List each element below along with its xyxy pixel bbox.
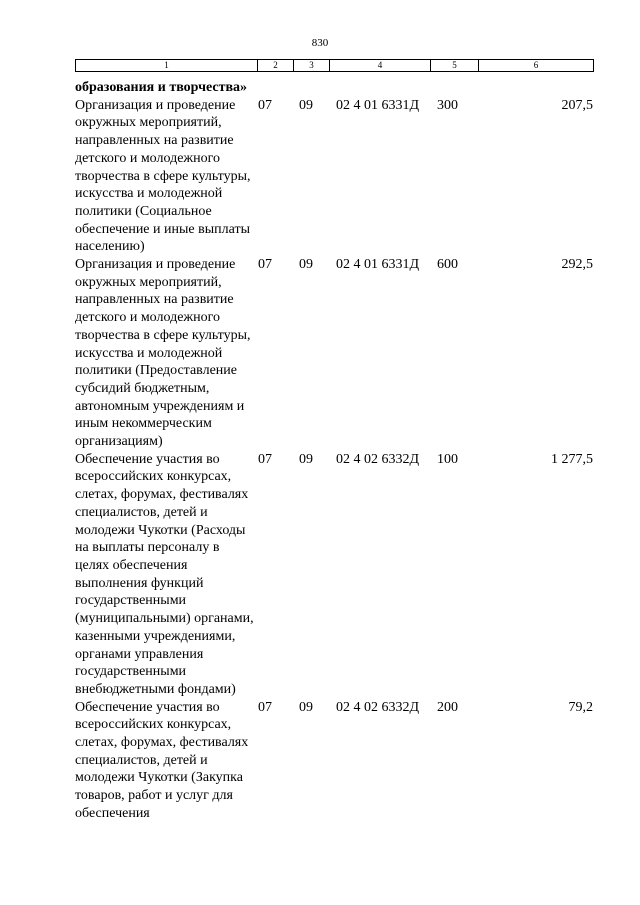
table-row [75, 699, 593, 823]
row-amount: 207,5 [561, 97, 593, 113]
row-subsection-code: 09 [299, 451, 313, 467]
row-section-code: 07 [258, 699, 272, 715]
row-section-code: 07 [258, 257, 272, 273]
row-target-article: 02 4 02 6332Д [336, 451, 420, 467]
row-target-article: 02 4 02 6332Д [336, 699, 420, 715]
row-name: Обеспечение участия во всероссийских конкурсах, слетах, форумах, фестивалях специалистов, детей и молодежи Чукотки (Расходы на выплаты персоналу в целях обеспечения выполнения функций государственными (муниципальными) органами, казенными учреждениями, органами управления государственными внебюджетными фондами) [75, 451, 254, 697]
column-header-4: 4 [330, 60, 431, 72]
row-amount: 79,2 [568, 699, 593, 715]
row-section-code: 07 [258, 451, 272, 467]
row-name: Организация и проведение окружных мероприятий, направленных на развитие детского и молодежного творчества в сфере культуры, искусства и молодежной политики (Предоставление субсидий бюджетным, автономным учреждениям и иным некоммерческим организациям) [75, 257, 251, 450]
page-number: 830 [311, 37, 329, 49]
row-expense-type: 300 [437, 97, 458, 113]
column-header-row [76, 60, 594, 72]
row-target-article: 02 4 01 6331Д [336, 257, 420, 273]
row-target-article: 02 4 01 6331Д [336, 97, 420, 113]
row-expense-type: 100 [437, 451, 458, 467]
table-row [75, 256, 593, 451]
row-subsection-code: 09 [299, 97, 313, 113]
row-subsection-code: 09 [299, 699, 313, 715]
continued-section-title: образования и творчества» [75, 80, 248, 95]
row-expense-type: 200 [437, 699, 458, 715]
budget-table-body [75, 78, 593, 823]
column-header-table [75, 59, 594, 72]
row-expense-type: 600 [437, 257, 458, 273]
table-row [75, 451, 593, 699]
table-row [75, 97, 593, 256]
row-name: Организация и проведение окружных мероприятий, направленных на развитие детского и молодежного творчества в сфере культуры, искусства и молодежной политики (Социальное обеспечение и иные выплаты населению) [75, 97, 251, 255]
row-amount: 1 277,5 [551, 451, 593, 467]
column-header-3: 3 [294, 60, 330, 72]
row-subsection-code: 09 [299, 257, 313, 273]
column-header-2: 2 [258, 60, 294, 72]
row-name: Обеспечение участия во всероссийских конкурсах, слетах, форумах, фестивалях специалистов, детей и молодежи Чукотки (Закупка товаров, работ и услуг для обеспечения [75, 699, 249, 821]
row-amount: 292,5 [561, 257, 593, 273]
row-section-code: 07 [258, 97, 272, 113]
column-header-1: 1 [76, 60, 258, 72]
column-header-5: 5 [431, 60, 479, 72]
column-header-6: 6 [479, 60, 594, 72]
